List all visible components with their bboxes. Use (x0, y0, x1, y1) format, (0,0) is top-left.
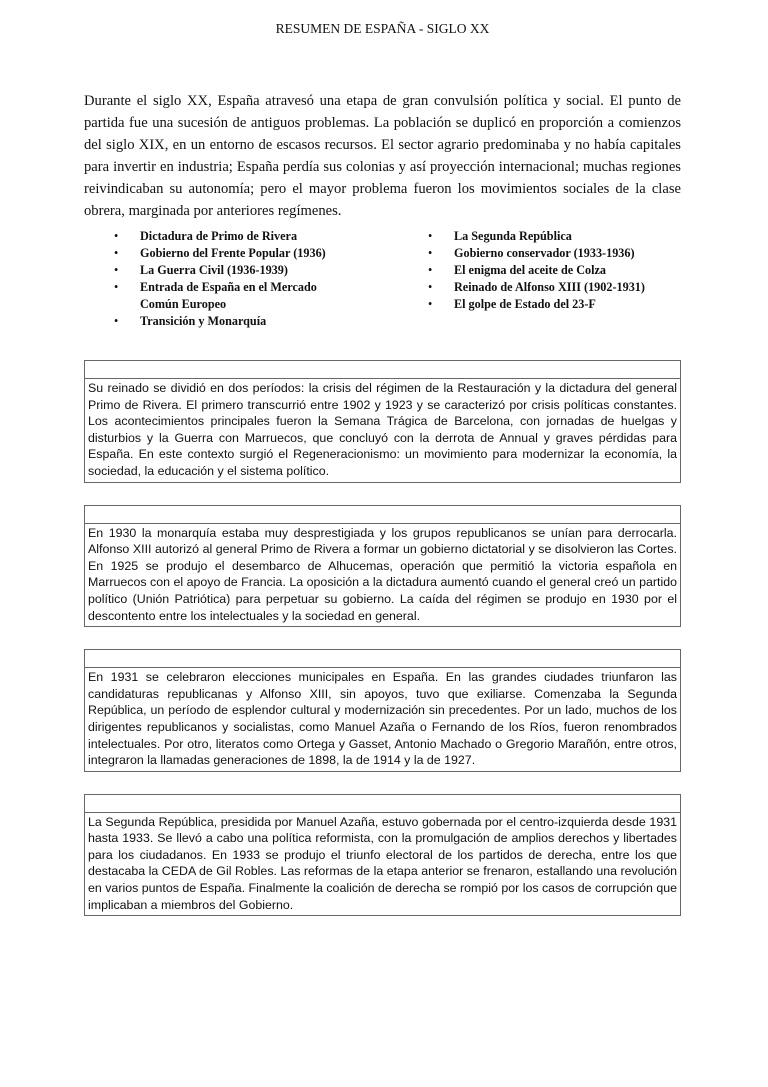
list-item: • Gobierno conservador (1933-1936) (428, 245, 678, 262)
list-item: • La Guerra Civil (1936-1939) (114, 262, 358, 279)
box-text: La Segunda República, presidida por Manuel Azaña, estuvo gobernada por el centro-izquierda desde 1931 hasta 1933. Se llevó a cabo una política reformista, con la promulgación de amplios derechos y libertades para los ciudadanos. En 1933 se produjo el triunfo electoral de los partidos de derecha, entre los que destacaba la CEDA de Gil Robles. Las reformas de la etapa anterior se frenaron, estallando una revolución en varios puntos de España. Finalmente la coalición de derecha se rompió por los casos de corrupción que implicaban a miembros del Gobierno. (88, 814, 677, 912)
box-header-empty (85, 361, 680, 379)
list-item: • Entrada de España en el Mercado Común Europeo (114, 279, 358, 313)
box-header-empty (85, 506, 680, 524)
box-text: Su reinado se dividió en dos períodos: la crisis del régimen de la Restauración y la dictadura del general Primo de Rivera. El primero transcurrió entre 1902 y 1923 y se caracterizó por crisis políticas constantes. Los acontecimientos principales fueron la Semana Trágica de Barcelona, con jornadas de huelgas y disturbios y la Guerra con Marruecos, que concluyó con la derrota de Annual y graves pérdidas para España. En este contexto surgió el Regeneracionismo: un movimiento para modernizar la economía, la sociedad, la educación y el sistema político. (88, 381, 677, 478)
intro-paragraph: Durante el siglo XX, España atravesó una etapa de gran convulsión política y social. El punto de partida fue una sucesión de antiguos problemas. La población se duplicó en proporción a comienzos del siglo XIX, en un entorno de escasos recursos. El sector agrario predominaba y no había capitales para invertir en industria; España perdía sus colonias y así proyección internacional; muchas regiones reivindicaban su autonomía; pero el mayor problema fueron los movimientos sociales de la clase obrera, marginada por anteriores regímenes. (84, 93, 681, 219)
topic-list-right (428, 228, 678, 330)
box-text: En 1930 la monarquía estaba muy desprestigiada y los grupos republicanos se unían para derrocarla. Alfonso XIII autorizó al general Primo de Rivera a formar un gobierno dictatorial y se disolvieron las Cortes. En 1925 se produjo el desembarco de Alhucemas, operación que permitió la victoria española en Marruecos con el apoyo de Francia. La oposición a la dictadura aumentó cuando el general creó un partido político (Unión Patriótica) para perpetuar su gobierno. La caída del régimen se produjo en 1930 por el descontento entre los intelectuales y la sociedad en general. (88, 525, 677, 623)
topic-list-left (114, 228, 358, 330)
list-item: • Reinado de Alfonso XIII (1902-1931) (428, 279, 678, 296)
list-item: • Transición y Monarquía (114, 313, 358, 330)
box-header-empty (85, 650, 680, 668)
list-item: • El enigma del aceite de Colza (428, 262, 678, 279)
text-box-primo-de-rivera (84, 505, 681, 628)
text-box-alfonso-xiii (84, 360, 681, 483)
list-item: • Dictadura de Primo de Rivera (114, 228, 358, 245)
topic-lists (84, 228, 681, 330)
list-item: • La Segunda República (428, 228, 678, 245)
box-header-empty (85, 795, 680, 813)
list-item: • Gobierno del Frente Popular (1936) (114, 245, 358, 262)
text-box-segunda-republica (84, 649, 681, 772)
text-box-gobierno-conservador (84, 794, 681, 917)
box-text: En 1931 se celebraron elecciones municipales en España. En las grandes ciudades triunfaron las candidaturas republicanas y Alfonso XIII, sin apoyos, tuvo que exiliarse. Comenzaba la Segunda República, un período de esplendor cultural y modernización sin precedentes. Por un lado, muchos de los dirigentes republicanos y socialistas, como Manuel Azaña o Fernando de los Ríos, fueron renombrados intelectuales. Por otro, literatos como Ortega y Gasset, Antonio Machado o Gregorio Marañón, entre otros, integraron la llamadas generaciones de 1898, la de 1914 y la de 1927. (88, 670, 677, 768)
list-item: • El golpe de Estado del 23-F (428, 296, 678, 313)
document-title: RESUMEN DE ESPAÑA - SIGLO XX (275, 21, 490, 36)
